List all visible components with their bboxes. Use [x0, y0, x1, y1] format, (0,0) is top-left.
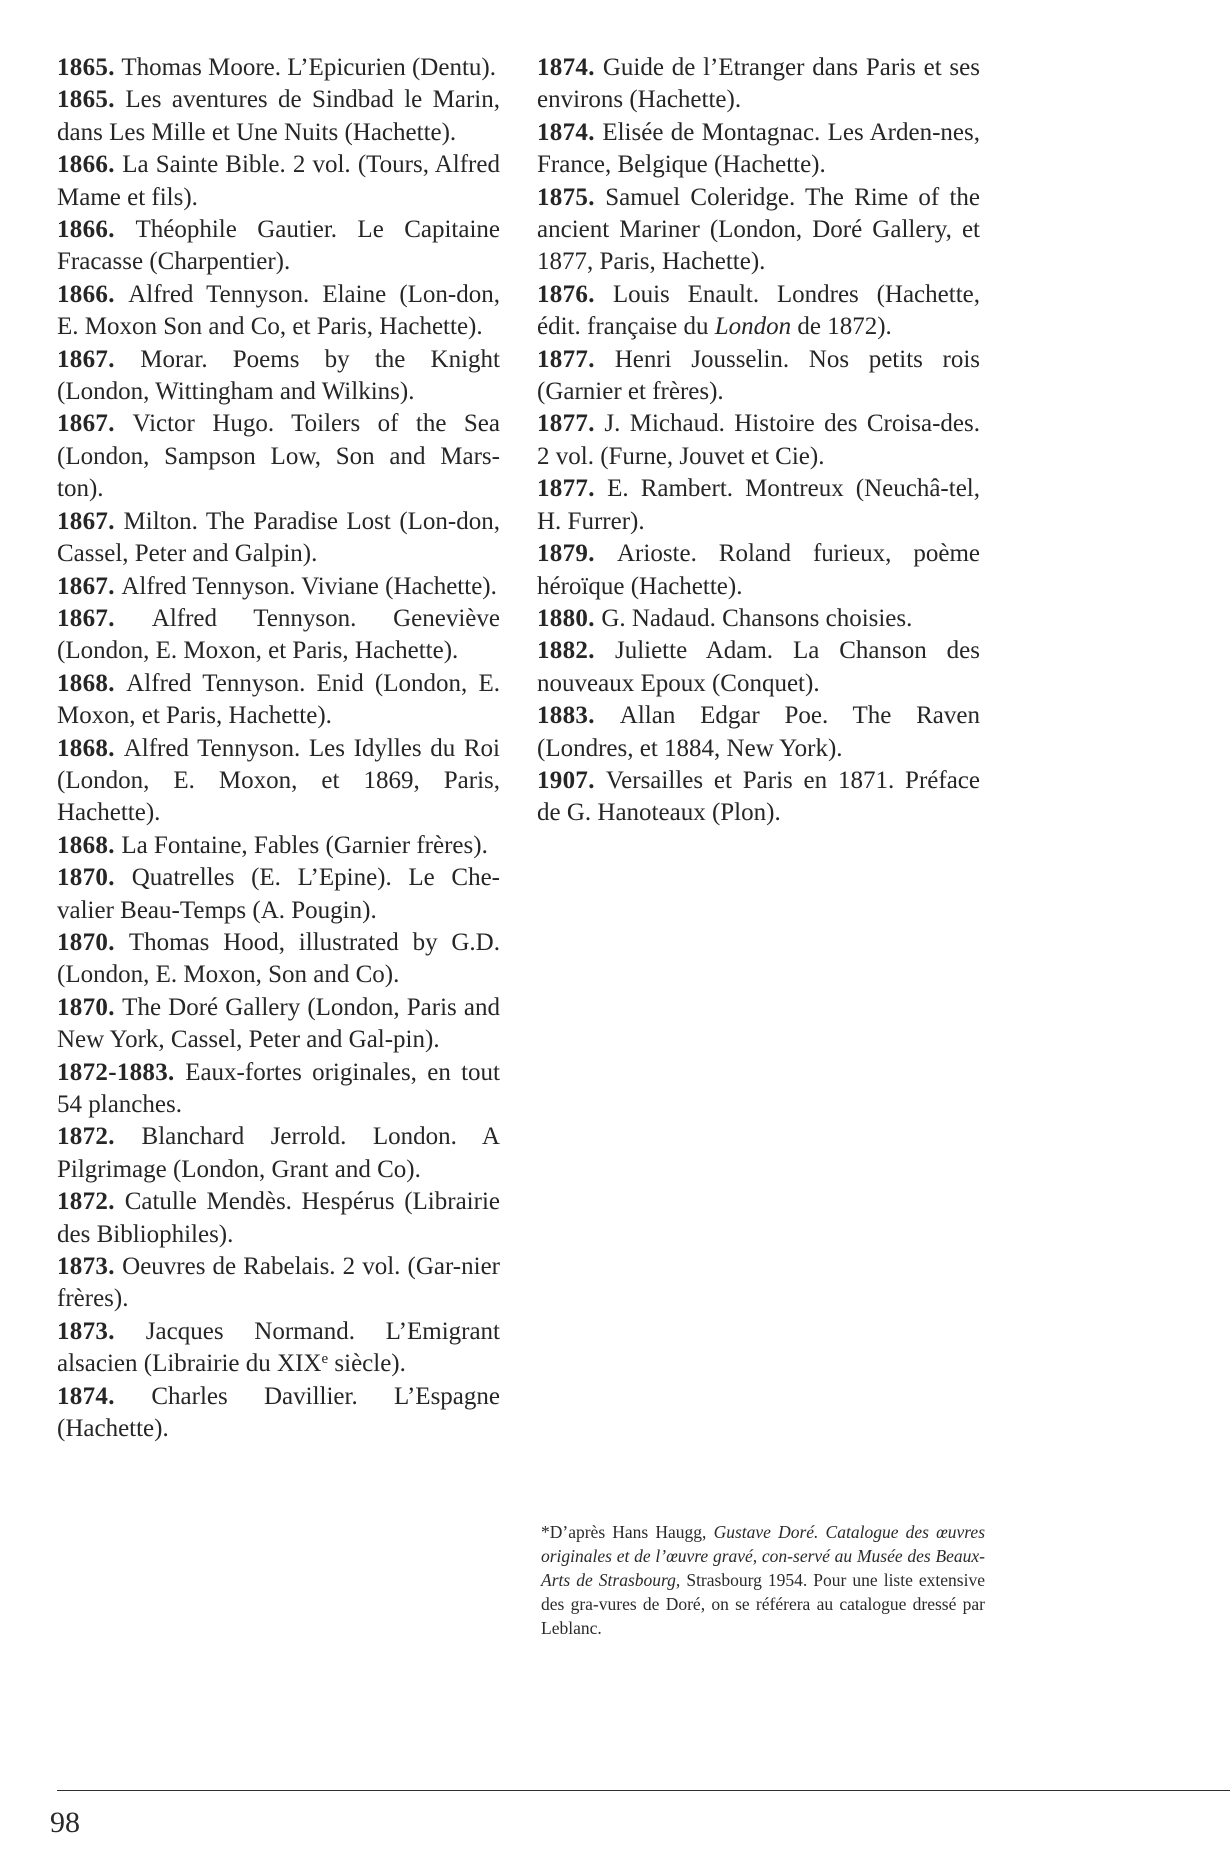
entry-year: 1880 .: [537, 605, 601, 632]
bibliography-entry: [57, 733, 500, 830]
bibliography-entry: [57, 927, 500, 992]
entry-text: Versailles et Paris en 1871. Préface de G. Hanoteaux (Plon).: [537, 766, 980, 827]
entry-text: Henri Jousselin. Nos petits rois (Garnier et frères).: [537, 345, 980, 406]
entry-text: Alfred Tennyson. Geneviève (London, E. Moxon, et Paris, Hachette).: [57, 604, 500, 665]
entry-year: 1877 .: [537, 475, 607, 502]
bibliography-entry: [57, 992, 500, 1057]
entry-year: 1875 .: [537, 184, 605, 211]
entry-year: 1877 .: [537, 410, 604, 437]
bibliography-entry: [537, 408, 980, 473]
left-column: [57, 52, 500, 1445]
entry-superscript: e: [321, 1351, 329, 1368]
bibliography-entry: [57, 1381, 500, 1446]
entry-year: 1872 .: [57, 1123, 142, 1150]
entry-text: The Doré Gallery (London, Paris and New York, Cassel, Peter and Gal-pin).: [57, 993, 500, 1054]
entry-text: Allan Edgar Poe. The Raven (Londres, et 1884, New York).: [537, 702, 980, 762]
bibliography-entry: [537, 279, 980, 344]
entry-text: Victor Hugo. Toilers of the Sea (London, Sampson Low, Son and Mars-ton).: [57, 410, 501, 503]
footer-rule: [57, 1790, 1230, 1791]
entry-text: Quatrelles (E. L’Epine). Le Che-valier Beau-Temps (A. Pougin).: [57, 864, 500, 924]
footnote-lead: *D’après Hans Haugg,: [541, 1522, 714, 1542]
entry-year: 1866 .: [57, 151, 122, 178]
bibliography-entry: [57, 52, 500, 84]
footnote: [541, 1521, 985, 1641]
right-column: [537, 52, 980, 830]
entry-year: 1874 .: [537, 119, 602, 146]
bibliography-entry: [57, 149, 500, 214]
entry-italic-title: London: [714, 313, 792, 341]
bibliography-entry: [537, 700, 980, 765]
bibliography-entry: [537, 182, 980, 279]
page-number: 98: [50, 1806, 80, 1839]
entry-text: Thomas Hood, illustrated by G.D. (London, E. Moxon, Son and Co).: [57, 928, 500, 989]
entry-year: 1867 .: [57, 410, 133, 437]
entry-text: Catulle Mendès. Hespérus (Librairie des Bibliophiles).: [57, 1188, 500, 1248]
entry-text: Guide de l’Etranger dans Paris et ses environs (Hachette).: [537, 54, 980, 114]
entry-year: 1867 .: [57, 573, 121, 600]
entry-year: 1873 .: [57, 1253, 122, 1280]
entry-text: Charles Davillier. L’Espagne (Hachette).: [57, 1382, 500, 1443]
entry-text: Alfred Tennyson. Enid (London, E. Moxon, et Paris, Hachette).: [57, 669, 500, 730]
bibliography-entry: [57, 506, 500, 571]
entry-text: Samuel Coleridge. The Rime of the ancient Mariner (London, Doré Gallery, et 1877, Paris, Hachette).: [537, 183, 980, 276]
entry-year: 1867 .: [57, 508, 124, 535]
bibliography-entry: [57, 603, 500, 668]
entry-year: 1865 .: [57, 86, 125, 113]
bibliography-entry: [57, 571, 500, 603]
entry-text: Arioste. Roland furieux, poème héroïque (Hachette).: [537, 540, 980, 600]
entry-text: Louis Enault. Londres (Hachette, édit. française du: [537, 280, 980, 341]
entry-year: 1865 .: [57, 54, 121, 81]
footnote-tail: Strasbourg 1954. Pour une liste extensive des gra-vures de Doré, on se référera au catalogue dressé par Leblanc.: [541, 1569, 985, 1638]
entry-text: Blanchard Jerrold. London. A Pilgrimage (London, Grant and Co).: [57, 1123, 500, 1183]
entry-text: La Sainte Bible. 2 vol. (Tours, Alfred Mame et fils).: [57, 151, 500, 211]
entry-text: E. Rambert. Montreux (Neuchâ-tel, H. Furrer).: [537, 475, 980, 535]
entry-text: J. Michaud. Histoire des Croisa-des. 2 vol. (Furne, Jouvet et Cie).: [537, 410, 980, 470]
bibliography-entry: [57, 214, 500, 279]
entry-text: Alfred Tennyson. Elaine (Lon-don, E. Moxon Son and Co, et Paris, Hachette).: [57, 280, 500, 341]
entry-year: 1876 .: [537, 281, 613, 308]
bibliography-entry: [57, 1057, 500, 1122]
footnote-title: Gustave Doré. Catalogue des œuvres originales et de l’œuvre gravé, con-servé au Musée des Beaux-Arts de Strasbourg,: [541, 1522, 986, 1590]
entry-year: 1872-1883 .: [57, 1059, 185, 1086]
entry-text: Elisée de Montagnac. Les Arden-nes, France, Belgique (Hachette).: [537, 118, 980, 179]
bibliography-entry: [537, 117, 980, 182]
entry-text: Alfred Tennyson. Viviane (Hachette).: [121, 572, 497, 600]
entry-year: 1868 .: [57, 670, 126, 697]
entry-year: 1882 .: [537, 637, 615, 664]
bibliography-entry: [537, 538, 980, 603]
entry-year: 1872 .: [57, 1188, 125, 1215]
bibliography-entry: [57, 1251, 500, 1316]
entry-year: 1867 .: [57, 346, 140, 373]
bibliography-entry: [57, 862, 500, 927]
entry-year: 1868 .: [57, 735, 124, 762]
bibliography-entry: [57, 1121, 500, 1186]
entry-year: 1866 .: [57, 281, 128, 308]
bibliography-entry: [537, 344, 980, 409]
entry-text: Les aventures de Sindbad le Marin, dans Les Mille et Une Nuits (Hachette).: [57, 86, 500, 146]
entry-text: Eaux-fortes originales, en tout 54 planches.: [57, 1058, 501, 1118]
entry-year: 1867 .: [57, 605, 152, 632]
entry-text: Thomas Moore. L’Epicurien (Dentu).: [121, 54, 496, 81]
bibliography-entry: [57, 408, 500, 505]
bibliography-entry: [57, 84, 500, 149]
entry-year: 1870 .: [57, 929, 129, 956]
entry-year: 1879 .: [537, 540, 617, 567]
bibliography-entry: [537, 635, 980, 700]
entry-year: 1877 .: [537, 346, 615, 373]
entry-year: 1874 .: [537, 54, 603, 81]
entry-text: G. Nadaud. Chansons choisies.: [601, 604, 913, 632]
entry-year: 1873 .: [57, 1318, 146, 1345]
entry-year: 1866 .: [57, 216, 135, 243]
entry-text-tail: de 1872).: [791, 313, 892, 341]
bibliography-entry: [57, 830, 500, 862]
entry-year: 1870 .: [57, 864, 132, 891]
entry-text: Jacques Normand. L’Emigrant alsacien (Librairie du XIX: [57, 1317, 501, 1378]
bibliography-entry: [57, 279, 500, 344]
bibliography-entry: [537, 52, 980, 117]
bibliography-entry: [57, 1316, 500, 1381]
entry-text: Théophile Gautier. Le Capitaine Fracasse (Charpentier).: [57, 216, 500, 276]
entry-year: 1874 .: [57, 1383, 151, 1410]
entry-text: Oeuvres de Rabelais. 2 vol. (Gar-nier frères).: [57, 1253, 500, 1313]
entry-text: Milton. The Paradise Lost (Lon-don, Cassel, Peter and Galpin).: [57, 507, 500, 568]
entry-year: 1868 .: [57, 832, 121, 859]
entry-year: 1883 .: [537, 702, 620, 729]
bibliography-entry: [537, 603, 980, 635]
bibliography-entry: [57, 668, 500, 733]
bibliography-entry: [57, 344, 500, 409]
entry-text: Morar. Poems by the Knight (London, Wittingham and Wilkins).: [57, 345, 500, 406]
entry-text-tail: siècle).: [328, 1350, 406, 1378]
bibliography-entry: [537, 473, 980, 538]
bibliography-entry: [537, 765, 980, 830]
entry-text: La Fontaine, Fables (Garnier frères).: [121, 831, 488, 859]
entry-text: Juliette Adam. La Chanson des nouveaux Epoux (Conquet).: [537, 637, 980, 697]
entry-text: Alfred Tennyson. Les Idylles du Roi (London, E. Moxon, et 1869, Paris, Hachette).: [57, 734, 500, 827]
entry-year: 1870 .: [57, 994, 122, 1021]
bibliography-entry: [57, 1186, 500, 1251]
entry-year: 1907 .: [537, 767, 606, 794]
